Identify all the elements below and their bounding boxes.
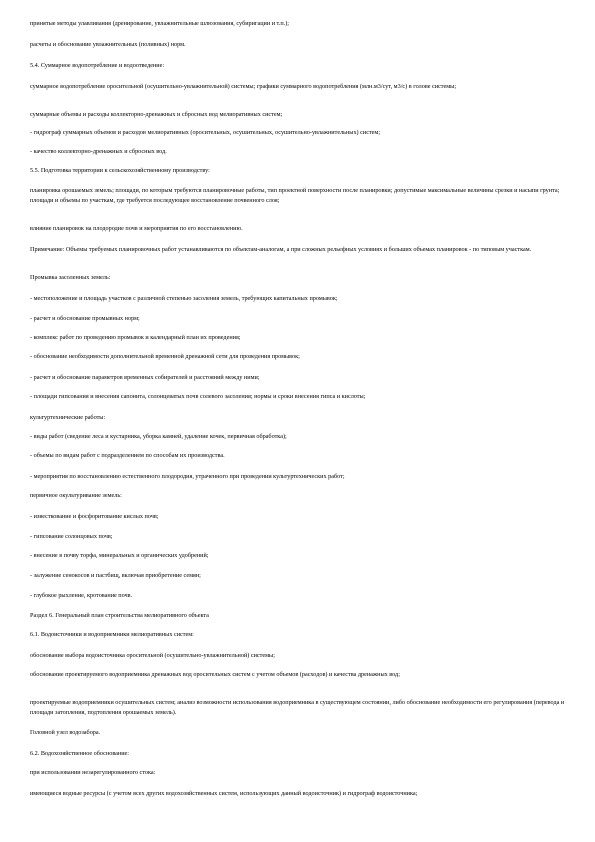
list-item: - расчет и обоснование промывных норм; bbox=[30, 315, 140, 322]
list-item: - обоснование необходимости дополнительной временной дренажной сети для проведения промывок; bbox=[30, 353, 300, 360]
paragraph: при использовании незарегулированного стока: bbox=[30, 769, 156, 776]
list-item: - местоположение и площадь участков с различной степенью засоления земель, требующих капитальных промывок; bbox=[30, 295, 338, 302]
list-item: - мероприятия по восстановлению естественного плодородия, утраченного при проведении культуртехнических работ; bbox=[30, 473, 345, 480]
section-heading: 6.1. Водоисточники и водоприемники мелиоративных систем: bbox=[30, 631, 194, 638]
paragraph: суммарное водопотребление оросительной (осушительно-увлажнительной) системы; графики суммарного водопотребления (млн.м3/сут, м3/с) в голове системы; bbox=[30, 83, 457, 90]
paragraph: принятые методы улавливания (дренирование, увлажнительные шлюзования, субиригации и т.п.); bbox=[30, 20, 289, 27]
list-item: - качество коллекторно-дренажных и сбросных вод. bbox=[30, 148, 167, 155]
list-item: - расчет и обоснование параметров временных собирателей и расстояний между ними; bbox=[30, 374, 260, 381]
section-heading: 6.2. Водохозяйственное обоснование: bbox=[30, 750, 129, 757]
list-item: - виды работ (сведение леса и кустарника, уборка камней, удаление кочек, первичная обработка); bbox=[30, 433, 287, 440]
list-item: - площади гипсования и внесения сапонита, солонцеватых почв солевого засоления; нормы и сроки внесения гипса и кислоты; bbox=[30, 393, 366, 400]
list-item: - гидрограф суммарных объемов и расходов мелиоративных (оросительных, осушительных, осушительно-увлажнительных) систем; bbox=[30, 129, 381, 136]
paragraph: суммарные объемы и расходы коллекторно-дренажных и сбросных вод мелиоративных систем; bbox=[30, 111, 283, 118]
list-item: - объемы по видам работ с подразделением по способам их производства. bbox=[30, 452, 225, 459]
paragraph: культуртехнические работы: bbox=[30, 414, 106, 421]
list-item: - комплекс работ по проведению промывок и календарный план их проведения; bbox=[30, 334, 241, 341]
section-heading: 5.4. Суммарное водопотребление и водоотведение: bbox=[30, 62, 165, 69]
list-item: - известкование и фосфоритование кислых почв; bbox=[30, 513, 159, 520]
paragraph: обоснование выбора водоисточника оросительной (осушительно-увлажнительной) системы; bbox=[30, 652, 275, 659]
paragraph: расчеты и обоснование увлажнительных (поливных) норм. bbox=[30, 41, 186, 48]
paragraph: имеющиеся водные ресурсы (с учетом всех других водохозяйственных систем, использующих данный водоисточник) и гидрограф водоисточника; bbox=[30, 790, 418, 797]
list-item: - внесение в почву торфа, минеральных и органических удобрений; bbox=[30, 552, 209, 559]
list-item: - гипсование солонцовых почв; bbox=[30, 533, 113, 540]
paragraph: Промывка засоленных земель: bbox=[30, 274, 111, 281]
paragraph: первичное окультуривание земель: bbox=[30, 492, 122, 499]
paragraph: проектируемые водоприемники осушительных систем; анализ возможности использования водоприемника в существующем состоянии, либо обоснование необходимости его регулирования (перевода и площади затопления, подтопления орошаемых земель). bbox=[30, 699, 565, 716]
section-heading: 5.5. Подготовка территории к сельскохозяйственному производству: bbox=[30, 167, 210, 174]
paragraph: планировка орошаемых земель; площади, по которым требуются планировочные работы, тип проектной поверхности после планировки; допустимые максимальные величины срезки и насыпи грунта; площади и объемы по участкам, где требуется последующее восстановление почвенного слоя; bbox=[30, 187, 560, 204]
note: Примечание: Объемы требуемых планировочных работ устанавливаются по объектам-аналогам, а при сложных рельефных условиях и больших объемах планировок - по типовым участкам. bbox=[30, 246, 532, 253]
section-heading: Раздел 6. Генеральный план строительства мелиоративного объекта bbox=[30, 612, 209, 619]
paragraph: влияние планировок на плодородие почв и мероприятия по его восстановлению. bbox=[30, 225, 243, 232]
paragraph: обоснование проектируемого водоприемника дренажных вод оросительных систем с учетом объемов (расходов) и качества дренажных вод; bbox=[30, 671, 400, 678]
list-item: - залужение сенокосов и пастбищ, включая приобретение семян; bbox=[30, 572, 201, 579]
paragraph: Головной узел водозабора. bbox=[30, 729, 101, 736]
list-item: - глубокое рыхление, кротование почв. bbox=[30, 592, 133, 599]
